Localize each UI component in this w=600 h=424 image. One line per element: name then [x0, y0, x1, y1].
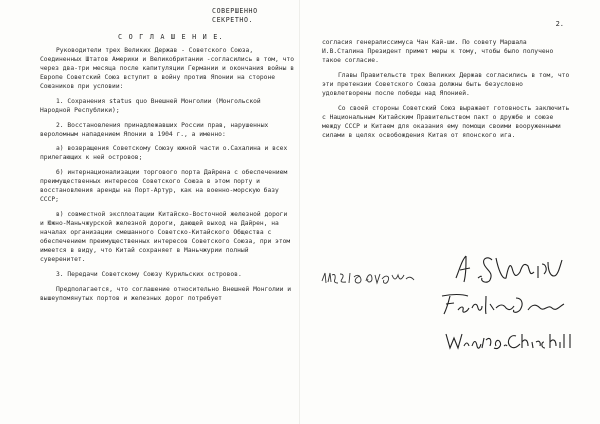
paragraph: а) возвращения Советскому Союзу южной части о.Сахалина и всех прилегающих к ней островов; — [40, 145, 288, 162]
paragraph: Главы Правительств трех Великих Держав согласились в том, что эти претензии Советского Союза должны быть безусловно удовлетворены после победы над Японией. — [322, 71, 570, 97]
signature-date — [320, 265, 420, 291]
paragraph: согласия генералиссимуса Чан Кай-ши. По совету Маршала И.В.Сталина Президент примет меры к тому, чтобы было получено такое согласие. — [322, 39, 554, 65]
paragraph: Предполагается, что соглашение относительно Внешней Монголии и вышеупомянутых портов и железных дорог потребует — [40, 285, 292, 302]
paragraph: Руководители трех Великих Держав - Советского Союза, Соединенных Штатов Америки и Великобритании -согласились в том, что через два-три месяца после капитуляции Германии и окончания войны в Европе Советский Союз вступит в войну против Японии на стороне Союзников при условии: — [40, 47, 295, 91]
agreement-body — [40, 46, 294, 308]
page-number: 2. — [555, 20, 564, 28]
paragraph: в) совместной эксплоатации Китайско-Восточной железной дороги и Южно-Маньчжурской железной дороги, дающей выход на Дайрен, на началах организации смешанного Советско-Китайского Общества с обеспечением преимущественных интересов Советского Союза, при этом имеется в виду, что Китай сохраняет в Маньчжурии полный суверенитет. — [40, 210, 291, 264]
paragraph: 2. Восстановления принадлежавших России прав, нарушенных вероломным нападением Японии в 1904 г., а именно: — [40, 121, 269, 138]
signature-stalin — [450, 248, 570, 288]
classification-stamp: СОВЕРШЕННО СЕКРЕТНО. — [212, 7, 258, 25]
agreement-body-continued — [322, 38, 572, 145]
document-title: С О Г Л А Ш Е Н И Е. — [118, 33, 224, 41]
signature-roosevelt — [438, 290, 568, 318]
signature-churchill — [442, 326, 582, 354]
paragraph: 1. Сохранения status quo Внешней Монголии (Монгольской Народной Республики); — [40, 97, 261, 115]
paragraph: б) интернационализации торгового порта Дайрена с обеспечением преимущественных интересов Советского Союза в этом порту и восстановления аренды на Порт-Артур, как на военно-морскую базу СССР; — [40, 169, 288, 204]
paragraph: 3. Передачи Советскому Союзу Курильских островов. — [56, 270, 242, 278]
paragraph: Со своей стороны Советский Союз выражает готовность заключить с Национальным Китайским Правительством пакт о дружбе и союзе между СССР и Китаем для оказания ему помощи своими вооруженными силами в целях освобождения Китая от японского ига. — [322, 104, 570, 139]
document-page-right — [300, 0, 600, 424]
